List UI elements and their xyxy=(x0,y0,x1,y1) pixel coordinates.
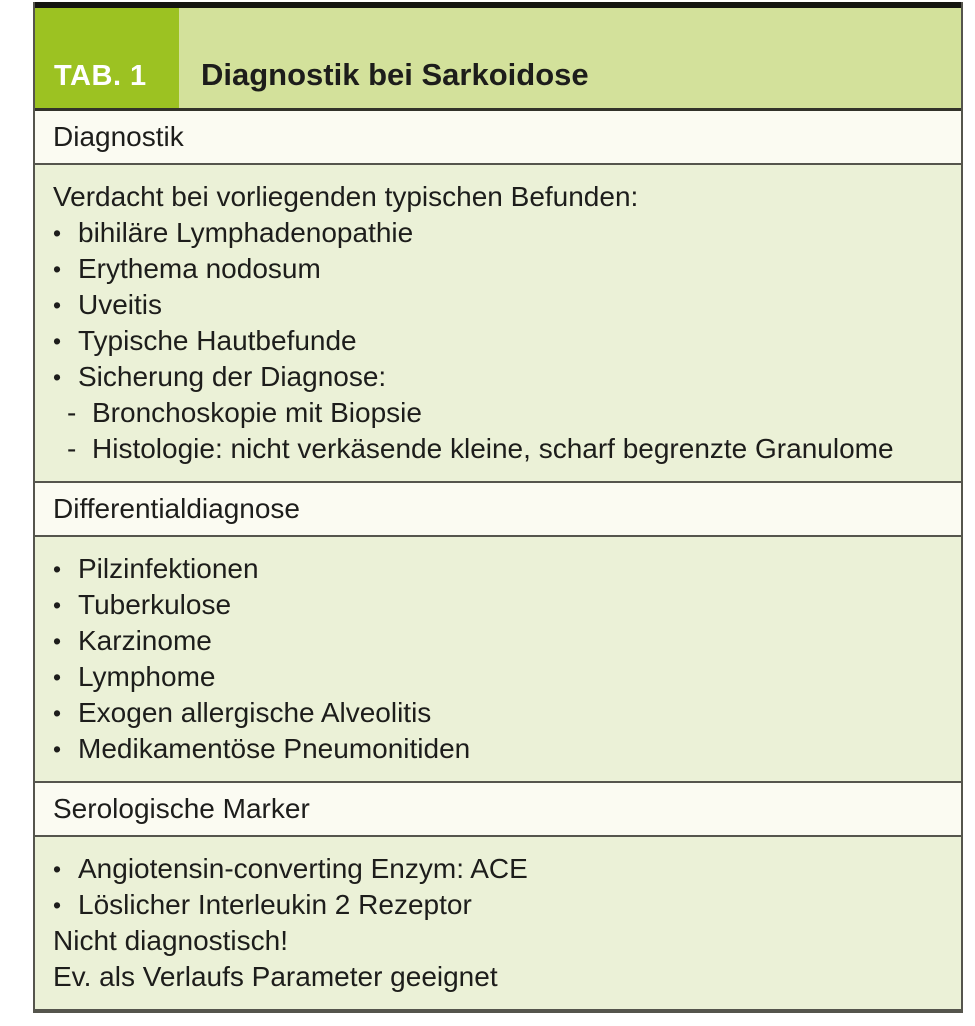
bullet-icon: • xyxy=(53,892,62,918)
list-subitem xyxy=(53,395,943,431)
bullet-icon: • xyxy=(53,592,62,618)
list-item-text: Exogen allergische Alveolitis xyxy=(78,697,432,728)
text-line-text: Verdacht bei vorliegenden typischen Befunden: xyxy=(53,181,639,212)
list-item xyxy=(53,323,943,359)
list-item xyxy=(53,359,943,395)
text-line xyxy=(53,923,943,959)
bullet-icon: • xyxy=(53,328,62,354)
list-item xyxy=(53,659,943,695)
list-item-text: Angiotensin-converting Enzym: ACE xyxy=(78,853,528,884)
section-header-serologische-marker: Serologische Marker xyxy=(35,783,961,837)
text-line-text: Nicht diagnostisch! xyxy=(53,925,289,956)
dash-icon: - xyxy=(67,433,77,464)
bullet-icon: • xyxy=(53,220,62,246)
section-header-diagnostik: Diagnostik xyxy=(35,111,961,165)
list-item-text: Tuberkulose xyxy=(78,589,232,620)
list-item-text: Uveitis xyxy=(78,289,163,320)
list-item xyxy=(53,851,943,887)
list-item xyxy=(53,287,943,323)
bullet-icon: • xyxy=(53,364,62,390)
list-item xyxy=(53,623,943,659)
bullet-icon: • xyxy=(53,628,62,654)
list-item-text: Pilzinfektionen xyxy=(78,553,259,584)
list-item-text: Erythema nodosum xyxy=(78,253,321,284)
section-body-serologische-marker xyxy=(35,837,961,1009)
dash-icon: - xyxy=(67,397,77,428)
bullet-icon: • xyxy=(53,292,62,318)
list-item-text: Medikamentöse Pneumonitiden xyxy=(78,733,471,764)
bullet-icon: • xyxy=(53,856,62,882)
list-item xyxy=(53,695,943,731)
section-body-diagnostik xyxy=(35,165,961,483)
diagnostik-table xyxy=(33,2,963,1013)
table-number-badge: TAB. 1 xyxy=(35,8,179,108)
list-item-text: Lymphome xyxy=(78,661,216,692)
list-item-text: Karzinome xyxy=(78,625,212,656)
list-item xyxy=(53,887,943,923)
list-item xyxy=(53,731,943,767)
list-item xyxy=(53,551,943,587)
text-line-text: Ev. als Verlaufs Parameter geeignet xyxy=(53,961,498,992)
section-header-differentialdiagnose: Differentialdiagnose xyxy=(35,483,961,537)
list-item-text: bihiläre Lymphadenopathie xyxy=(78,217,414,248)
bullet-icon: • xyxy=(53,700,62,726)
text-line xyxy=(53,959,943,995)
list-item-text: Sicherung der Diagnose: xyxy=(78,361,387,392)
list-item xyxy=(53,215,943,251)
list-item xyxy=(53,251,943,287)
bullet-icon: • xyxy=(53,736,62,762)
list-subitem-text: Bronchoskopie mit Biopsie xyxy=(92,397,422,428)
text-line xyxy=(53,179,943,215)
list-item-text: Löslicher Interleukin 2 Rezeptor xyxy=(78,889,472,920)
section-body-differentialdiagnose xyxy=(35,537,961,783)
list-item xyxy=(53,587,943,623)
list-item-text: Typische Hautbefunde xyxy=(78,325,357,356)
bullet-icon: • xyxy=(53,664,62,690)
table-title: Diagnostik bei Sarkoidose xyxy=(179,8,961,108)
table-header-band xyxy=(35,2,961,111)
bullet-icon: • xyxy=(53,556,62,582)
list-subitem-text: Histologie: nicht verkäsende kleine, scharf begrenzte Granulome xyxy=(92,433,894,464)
list-subitem xyxy=(53,431,943,467)
bullet-icon: • xyxy=(53,256,62,282)
